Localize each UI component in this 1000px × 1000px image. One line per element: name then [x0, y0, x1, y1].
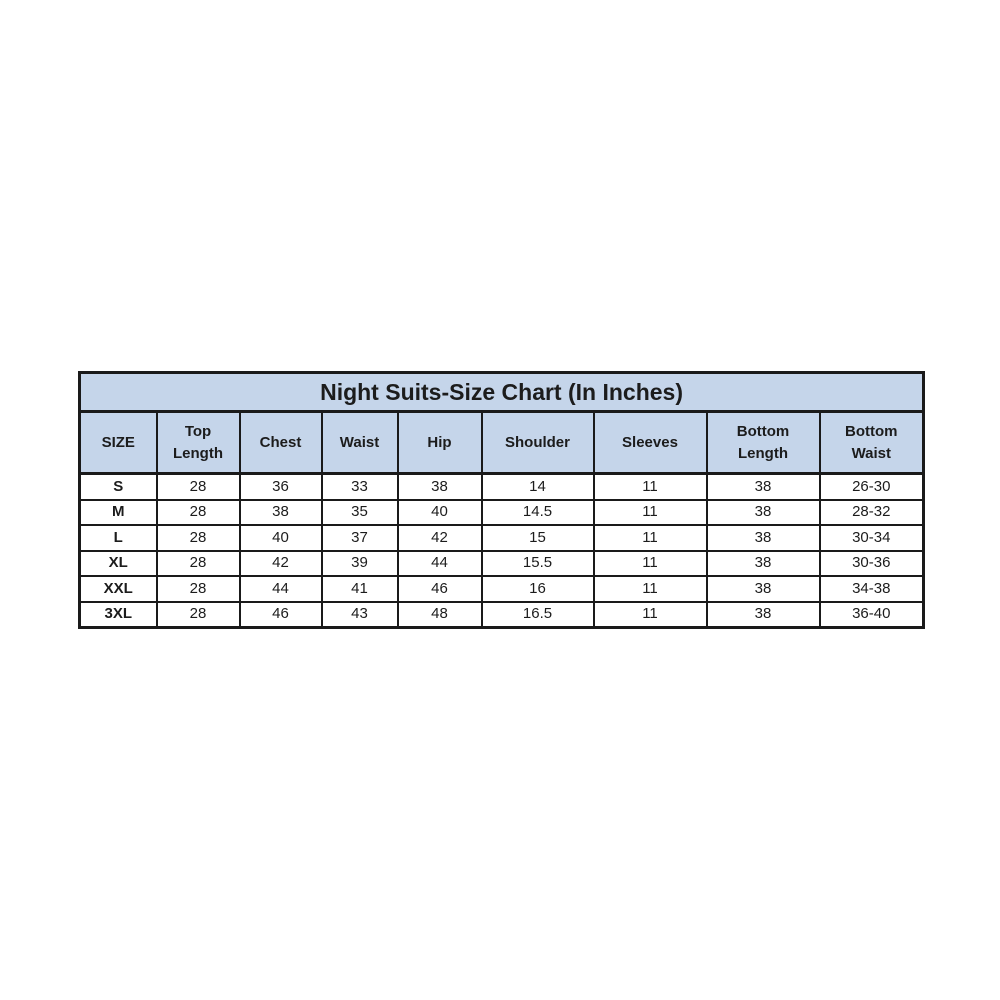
table-title: Night Suits-Size Chart (In Inches) — [80, 373, 924, 412]
measurement-cell: 16 — [482, 576, 594, 602]
measurement-cell: 40 — [240, 525, 322, 551]
size-chart-table — [78, 371, 925, 629]
measurement-cell: 28 — [157, 576, 240, 602]
measurement-cell: 33 — [322, 474, 398, 500]
table-row — [80, 474, 924, 500]
measurement-cell: 44 — [398, 551, 482, 577]
measurement-cell: 44 — [240, 576, 322, 602]
measurement-cell: 28-32 — [820, 500, 924, 526]
measurement-cell: 38 — [240, 500, 322, 526]
column-header-chest: Chest — [240, 412, 322, 474]
table-title-row — [80, 373, 924, 412]
measurement-cell: 38 — [707, 576, 820, 602]
column-header-bottom-waist: Bottom Waist — [820, 412, 924, 474]
measurement-cell: 36 — [240, 474, 322, 500]
measurement-cell: 28 — [157, 551, 240, 577]
measurement-cell: 30-34 — [820, 525, 924, 551]
measurement-cell: 48 — [398, 602, 482, 628]
column-header-size: SIZE — [80, 412, 157, 474]
measurement-cell: 16.5 — [482, 602, 594, 628]
column-header-top-length: Top Length — [157, 412, 240, 474]
table-row — [80, 500, 924, 526]
size-label-cell: M — [80, 500, 157, 526]
measurement-cell: 38 — [707, 500, 820, 526]
measurement-cell: 38 — [398, 474, 482, 500]
measurement-cell: 11 — [594, 474, 707, 500]
size-label-cell: L — [80, 525, 157, 551]
size-label-cell: S — [80, 474, 157, 500]
table-row — [80, 576, 924, 602]
measurement-cell: 41 — [322, 576, 398, 602]
measurement-cell: 46 — [240, 602, 322, 628]
measurement-cell: 28 — [157, 602, 240, 628]
measurement-cell: 36-40 — [820, 602, 924, 628]
size-label-cell: XXL — [80, 576, 157, 602]
measurement-cell: 28 — [157, 525, 240, 551]
measurement-cell: 14.5 — [482, 500, 594, 526]
size-label-cell: 3XL — [80, 602, 157, 628]
measurement-cell: 11 — [594, 576, 707, 602]
measurement-cell: 11 — [594, 525, 707, 551]
measurement-cell: 43 — [322, 602, 398, 628]
measurement-cell: 39 — [322, 551, 398, 577]
measurement-cell: 38 — [707, 525, 820, 551]
column-header-waist: Waist — [322, 412, 398, 474]
measurement-cell: 42 — [398, 525, 482, 551]
measurement-cell: 28 — [157, 500, 240, 526]
column-header-hip: Hip — [398, 412, 482, 474]
measurement-cell: 15 — [482, 525, 594, 551]
column-header-bottom-length: Bottom Length — [707, 412, 820, 474]
table-body — [80, 474, 924, 628]
measurement-cell: 11 — [594, 500, 707, 526]
measurement-cell: 37 — [322, 525, 398, 551]
measurement-cell: 26-30 — [820, 474, 924, 500]
measurement-cell: 46 — [398, 576, 482, 602]
measurement-cell: 11 — [594, 551, 707, 577]
measurement-cell: 38 — [707, 551, 820, 577]
measurement-cell: 11 — [594, 602, 707, 628]
measurement-cell: 38 — [707, 602, 820, 628]
column-header-shoulder: Shoulder — [482, 412, 594, 474]
measurement-cell: 15.5 — [482, 551, 594, 577]
measurement-cell: 34-38 — [820, 576, 924, 602]
table-header-row — [80, 412, 924, 474]
measurement-cell: 14 — [482, 474, 594, 500]
size-label-cell: XL — [80, 551, 157, 577]
table-row — [80, 551, 924, 577]
measurement-cell: 28 — [157, 474, 240, 500]
measurement-cell: 35 — [322, 500, 398, 526]
column-header-sleeves: Sleeves — [594, 412, 707, 474]
measurement-cell: 30-36 — [820, 551, 924, 577]
measurement-cell: 42 — [240, 551, 322, 577]
table-row — [80, 602, 924, 628]
table-row — [80, 525, 924, 551]
measurement-cell: 38 — [707, 474, 820, 500]
measurement-cell: 40 — [398, 500, 482, 526]
